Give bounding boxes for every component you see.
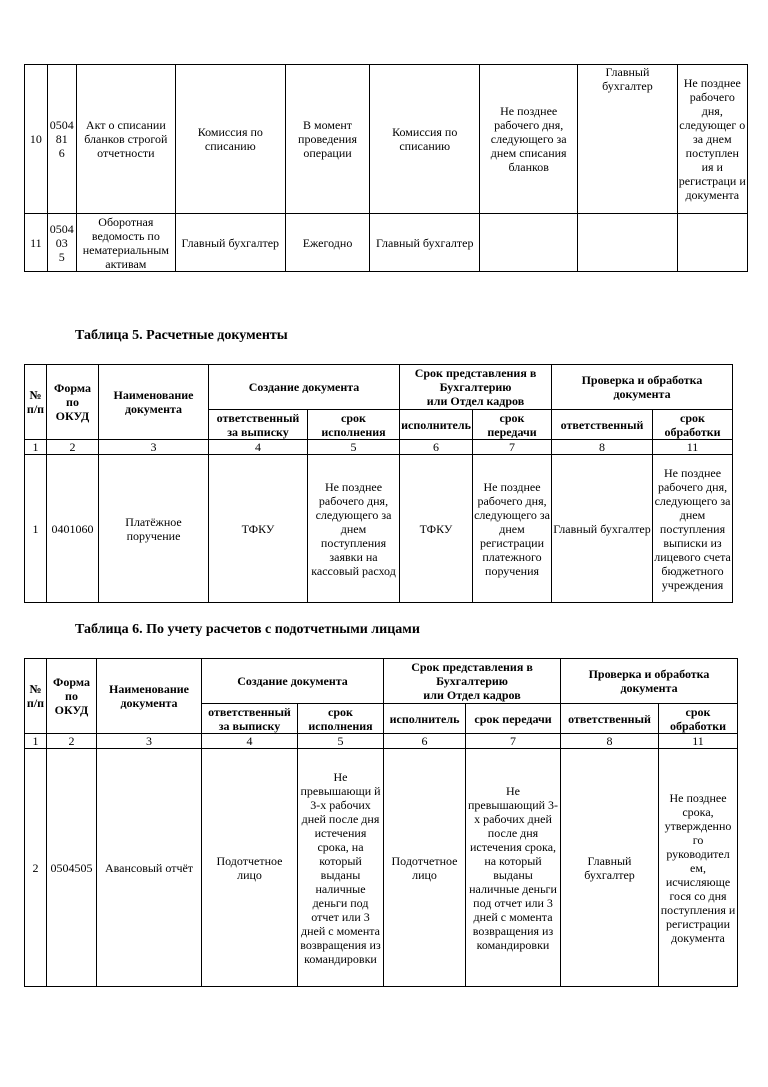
col-number: 2 bbox=[47, 734, 97, 749]
col-number: 7 bbox=[473, 440, 552, 455]
col-number: 6 bbox=[384, 734, 466, 749]
col-number: 3 bbox=[97, 734, 202, 749]
document-name: Авансовый отчёт bbox=[97, 749, 202, 987]
form-code: 050403 5 bbox=[47, 214, 76, 272]
col-number: 8 bbox=[552, 440, 653, 455]
term: В момент проведения операции bbox=[285, 65, 370, 214]
header-checker: ответственный bbox=[552, 410, 653, 440]
col-number: 1 bbox=[25, 734, 47, 749]
column-number-row bbox=[25, 440, 733, 455]
term: Не позднее рабочего дня, следующего за днем поступления заявки на кассовый расход bbox=[308, 455, 400, 603]
term: Ежегодно bbox=[285, 214, 370, 272]
header-proc: срок обработки bbox=[653, 410, 733, 440]
checker: Главный бухгалтер bbox=[561, 749, 659, 987]
processing-term: Не позднее срока, утвержденно го руководител ем, исчисляюще гося со дня поступления и регистрации документа bbox=[659, 749, 738, 987]
responsible: ТФКУ bbox=[209, 455, 308, 603]
delivery-term: Не превышающий 3-х рабочих дней после дня истечения срока, на который выданы наличные деньги под отчет или 3 дней с момента возвращения из командировки bbox=[466, 749, 561, 987]
checker: Главный бухгалтер bbox=[578, 65, 677, 214]
col-number: 2 bbox=[47, 440, 99, 455]
executor: Подотчетное лицо bbox=[384, 749, 466, 987]
row-number: 10 bbox=[25, 65, 48, 214]
header-row bbox=[25, 365, 733, 410]
table5 bbox=[24, 364, 733, 603]
checker: Главный бухгалтер bbox=[552, 455, 653, 603]
col-number: 1 bbox=[25, 440, 47, 455]
executor: ТФКУ bbox=[400, 455, 473, 603]
header-deliv: срок передачи bbox=[466, 704, 561, 734]
header-row bbox=[25, 659, 738, 704]
header-check: Проверка и обработка документа bbox=[561, 659, 738, 704]
header-checker: ответственный bbox=[561, 704, 659, 734]
header-deliv: срок передачи bbox=[473, 410, 552, 440]
form-code: 0504505 bbox=[47, 749, 97, 987]
table-row bbox=[25, 65, 748, 214]
registry-table-continued bbox=[24, 64, 748, 272]
header-exec: исполнитель bbox=[384, 704, 466, 734]
header-submit: Срок представления в Бухгалтерию или Отдел кадров bbox=[400, 365, 552, 410]
document-name: Акт о списании бланков строгой отчетности bbox=[76, 65, 175, 214]
col-number: 4 bbox=[209, 440, 308, 455]
col-number: 11 bbox=[653, 440, 733, 455]
col-number: 5 bbox=[298, 734, 384, 749]
col-number: 7 bbox=[466, 734, 561, 749]
col-number: 4 bbox=[202, 734, 298, 749]
header-proc: срок обработки bbox=[659, 704, 738, 734]
header-resp: ответственный за выписку bbox=[209, 410, 308, 440]
table-row bbox=[25, 455, 733, 603]
col-number: 6 bbox=[400, 440, 473, 455]
col-number: 8 bbox=[561, 734, 659, 749]
header-term: срок исполнения bbox=[308, 410, 400, 440]
table5-caption: Таблица 5. Расчетные документы bbox=[75, 328, 288, 343]
col-number: 3 bbox=[99, 440, 209, 455]
header-name: Наименование документа bbox=[99, 365, 209, 440]
delivery-term bbox=[480, 214, 578, 272]
responsible: Подотчетное лицо bbox=[202, 749, 298, 987]
form-code: 050481 6 bbox=[47, 65, 76, 214]
delivery-term: Не позднее рабочего дня, следующего за днем регистрации платежного поручения bbox=[473, 455, 552, 603]
header-create: Создание документа bbox=[209, 365, 400, 410]
processing-term: Не позднее рабочего дня, следующег о за днем поступлен ия и регистраци и документа bbox=[677, 65, 747, 214]
document-name: Платёжное поручение bbox=[99, 455, 209, 603]
processing-term bbox=[677, 214, 747, 272]
row-number: 2 bbox=[25, 749, 47, 987]
header-resp: ответственный за выписку bbox=[202, 704, 298, 734]
executor: Комиссия по списанию bbox=[370, 65, 480, 214]
table-row bbox=[25, 214, 748, 272]
table6-caption: Таблица 6. По учету расчетов с подотчетными лицами bbox=[75, 622, 420, 637]
header-create: Создание документа bbox=[202, 659, 384, 704]
header-num: № п/п bbox=[25, 659, 47, 734]
column-number-row bbox=[25, 734, 738, 749]
executor: Главный бухгалтер bbox=[370, 214, 480, 272]
table-row bbox=[25, 749, 738, 987]
header-term: срок исполнения bbox=[298, 704, 384, 734]
header-form: Форма по ОКУД bbox=[47, 659, 97, 734]
row-number: 11 bbox=[25, 214, 48, 272]
responsible: Комиссия по списанию bbox=[175, 65, 285, 214]
delivery-term: Не позднее рабочего дня, следующего за днем списания бланков bbox=[480, 65, 578, 214]
responsible: Главный бухгалтер bbox=[175, 214, 285, 272]
col-number: 11 bbox=[659, 734, 738, 749]
header-check: Проверка и обработка документа bbox=[552, 365, 733, 410]
checker bbox=[578, 214, 677, 272]
header-form: Форма по ОКУД bbox=[47, 365, 99, 440]
form-code: 0401060 bbox=[47, 455, 99, 603]
col-number: 5 bbox=[308, 440, 400, 455]
processing-term: Не позднее рабочего дня, следующего за днем поступления выписки из лицевого счета бюджетного учреждения bbox=[653, 455, 733, 603]
header-name: Наименование документа bbox=[97, 659, 202, 734]
header-num: № п/п bbox=[25, 365, 47, 440]
header-exec: исполнитель bbox=[400, 410, 473, 440]
term: Не превышающи й 3-х рабочих дней после дня истечения срока, на который выданы наличные деньги под отчет или 3 дней с момента возвращения из командировки bbox=[298, 749, 384, 987]
header-submit: Срок представления в Бухгалтерию или Отдел кадров bbox=[384, 659, 561, 704]
document-name: Оборотная ведомость по нематериальным активам bbox=[76, 214, 175, 272]
row-number: 1 bbox=[25, 455, 47, 603]
table6 bbox=[24, 658, 738, 987]
